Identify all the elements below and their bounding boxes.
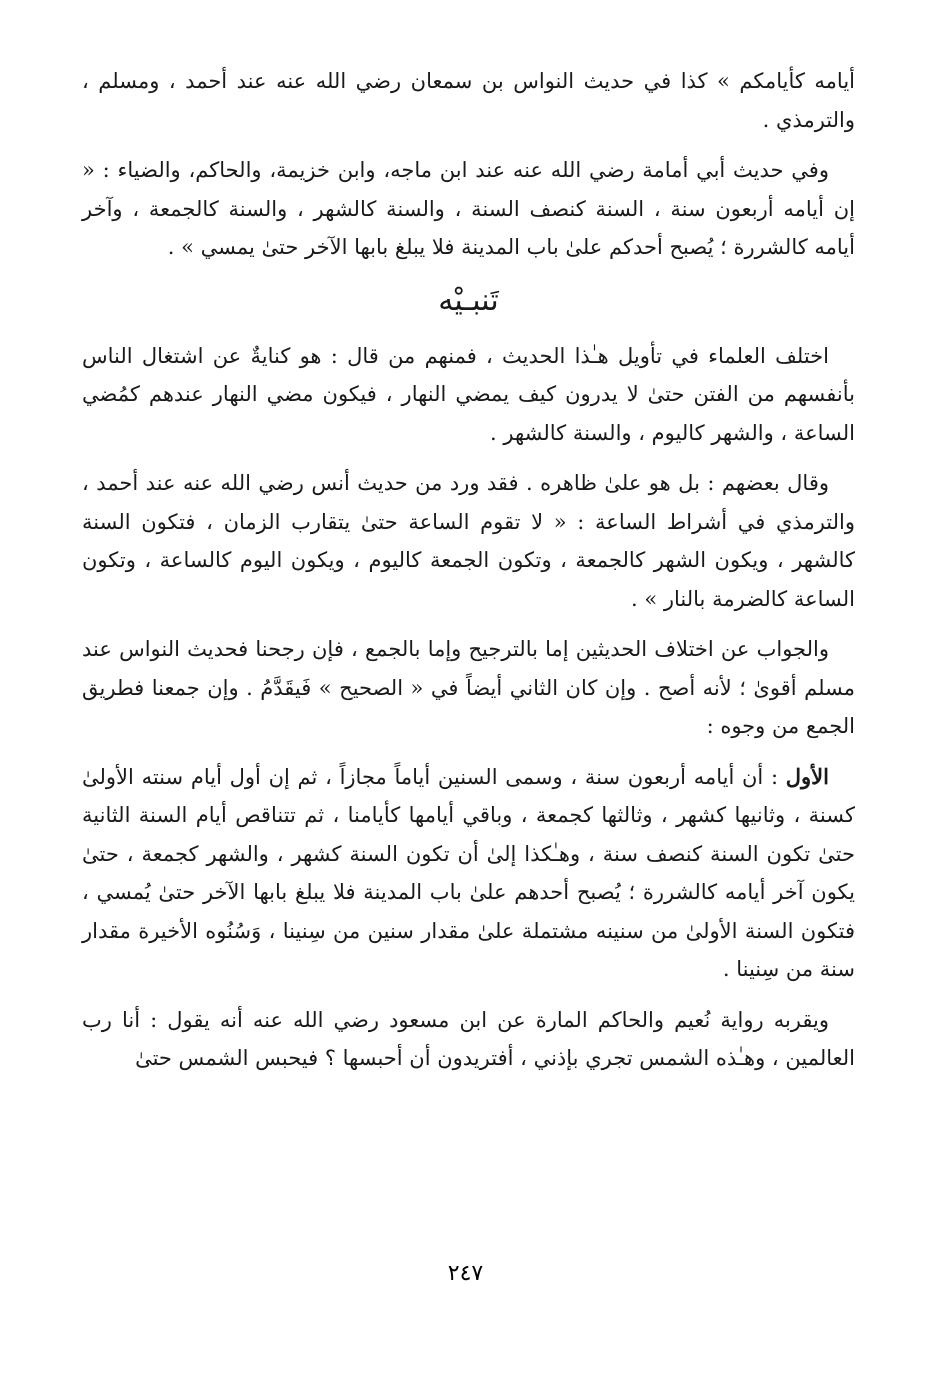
paragraph-last: ويقربه رواية نُعيم والحاكم المارة عن ابن مسعود رضي الله عنه أنه يقول : أنا رب العالمين ، وهـٰذه الشمس تجري بإذني ، أفتريدون أن أحبسها ؟ فيحبس الشمس حتىٰ bbox=[82, 1007, 855, 1070]
paragraph-4: وقال بعضهم : بل هو علىٰ ظاهره . فقد ورد من حديث أنس رضي الله عنه عند أحمد ، والترمذي في أشراط الساعة : « لا تقوم الساعة حتىٰ يتقارب الزمان ، فتكون السنة كالشهر ، ويكون الشهر كالجمعة ، وتكون الجمعة كاليوم ، ويكون اليوم كالساعة ، وتكون الساعة كالضرمة بالنار » . bbox=[82, 471, 855, 611]
paragraph-3: اختلف العلماء في تأويل هـٰذا الحديث ، فمنهم من قال : هو كنايةٌ عن اشتغال الناس بأنفسهم من الفتن حتىٰ لا يدرون كيف يمضي النهار ، فيكون مضي النهار عندهم كمُضي الساعة ، والشهر كاليوم ، والسنة كالشهر . bbox=[82, 343, 855, 445]
section-heading: تَنبـيْه bbox=[438, 282, 499, 318]
first-point-text: : أن أيامه أربعون سنة ، وسمى السنين أياماً مجازاً ، ثم إن أول أيام سنته الأولىٰ كسنة ، وثانيها كشهر ، وثالثها كجمعة ، وباقي أيامها كأيامنا ، ثم تتناقص أيام السنة الثانية حتىٰ تكون السنة كنصف سنة ، وهـٰكذا إلىٰ أن تكون السنة كشهر ، والشهر كجمعة ، حتىٰ يكون آخر أيامه كالشررة ؛ يُصبح أحدهم علىٰ باب المدينة فلا يبلغ بابها الآخر حتىٰ يُمسي ، فتكون السنة الأولىٰ من سنينه مشتملة علىٰ مقدار سنين من سِنينا ، وَسُنُوه الأخيرة مقدار سنة من سِنينا . bbox=[82, 764, 855, 981]
paragraph-first-point bbox=[82, 758, 855, 989]
paragraph-2: وفي حديث أبي أمامة رضي الله عنه عند ابن ماجه، وابن خزيمة، والحاكم، والضياء : « إن أيامه أربعون سنة ، السنة كنصف السنة ، والسنة كالشهر ، والسنة كالجمعة ، وآخر أيامه كالشررة ؛ يُصبح أحدكم علىٰ باب المدينة فلا يبلغ بابها الآخر حتىٰ يمسي » . bbox=[82, 158, 855, 259]
first-point-lead: الأول bbox=[785, 763, 829, 789]
paragraph-1: أيامه كأيامكم » كذا في حديث النواس بن سمعان رضي الله عنه عند أحمد ، ومسلم ، والترمذي . bbox=[82, 69, 855, 132]
page-number: ٢٤٧ bbox=[447, 1260, 484, 1285]
paragraph-5: والجواب عن اختلاف الحديثين إما بالترجيح وإما بالجمع ، فإن رجحنا فحديث النواس عند مسلم أقوىٰ ؛ لأنه أصح . وإن كان الثاني أيضاً في « الصحيح » فَيقَدَّمُ . وإن جمعنا فطريق الجمع من وجوه : bbox=[82, 637, 855, 738]
